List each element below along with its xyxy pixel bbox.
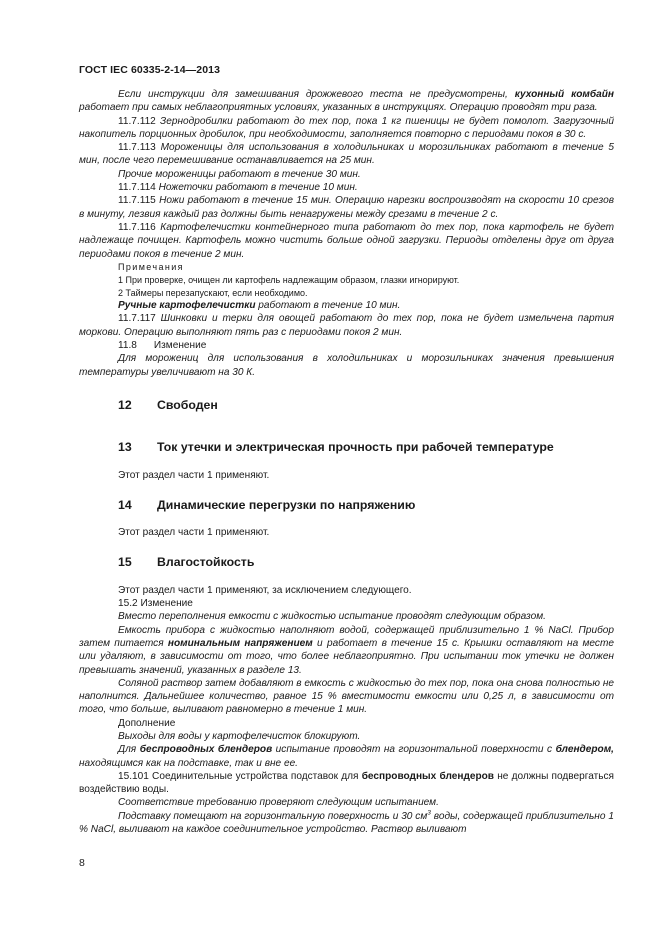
paragraph: Для беспроводных блендеров испытание проводят на горизонтальной поверхности с блендером, находящимся как на подставке, так и вне ее. bbox=[79, 744, 614, 769]
note-2: 2 Таймеры перезапускают, если необходимо. bbox=[118, 287, 308, 298]
clause-15-101: 15.101 Соединительные устройства подставок для беспроводных блендеров не должны подвергаться воздействию воды. bbox=[79, 770, 614, 796]
paragraph: Соляной раствор затем добавляют в емкость с жидкостью до тех пор, пока она снова полностью не наполнится. Дальнейшее количество, равное 15 % вместимости емкости или 0,25 л, в зависимости от того, что больше, выливают равномерно в течение 1 мин. bbox=[79, 677, 614, 716]
page-number: 8 bbox=[79, 857, 85, 869]
section-heading-13: 13 Ток утечки и электрическая прочность при рабочей температуре bbox=[118, 440, 554, 455]
clause-15-2: 15.2 Изменение bbox=[118, 598, 193, 610]
clause-11-7-115: 11.7.115 Ножи работают в течение 15 мин. Операцию нарезки воспроизводят на скорости 10 срезов в минуту, лезвия каждый раз должны быть ненагружены между срезами в течение 2 с. bbox=[79, 195, 614, 220]
addition-label: Дополнение bbox=[118, 717, 176, 729]
paragraph: Соответствие требованию проверяют следующим испытанием. bbox=[118, 797, 439, 809]
document-body bbox=[79, 88, 614, 836]
section-heading-12: 12 Свободен bbox=[118, 397, 218, 412]
paragraph: Если инструкции для замешивания дрожжевого теста не предусмотрены, кухонный комбайн работает при самых неблагоприятных условиях, указанных в инструкциях. Операцию проводят три раза. bbox=[79, 89, 614, 114]
paragraph: Ручные картофелечистки работают в течение 10 мин. bbox=[118, 300, 401, 312]
document-header: ГОСТ IEC 60335-2-14—2013 bbox=[79, 64, 221, 76]
section-heading-15: 15 Влагостойкость bbox=[118, 555, 255, 570]
paragraph: Прочие мороженицы работают в течение 30 мин. bbox=[118, 168, 361, 180]
paragraph: Вместо переполнения емкости с жидкостью испытание проводят следующим образом. bbox=[118, 611, 546, 623]
section-14-text: Этот раздел части 1 применяют. bbox=[118, 527, 270, 539]
paragraph: Подставку помещают на горизонтальную поверхность и 30 $см^3$ воды, содержащей приблизительно 1 % NaCl, выливают на каждое соединительное устройство. Раствор выливают bbox=[79, 809, 614, 836]
clause-11-8: 11.8 Изменение bbox=[118, 340, 207, 352]
clause-11-7-116: 11.7.116 Картофелечистки контейнерного типа работают до тех пор, пока картофель не будет надлежаще почищен. Картофель можно чистить больше одной загрузки. Периоды отделены друг от друга периодами покоя в течение 2 мин. bbox=[79, 221, 614, 260]
clause-11-7-114: 11.7.114 Ножеточки работают в течение 10 мин. bbox=[118, 182, 358, 194]
paragraph: Для морожениц для использования в холодильниках и морозильниках значения превышения температуры увеличивают на 30 К. bbox=[79, 353, 614, 378]
note-1: 1 При проверке, очищен ли картофель надлежащим образом, глазки игнорируют. bbox=[118, 275, 460, 286]
section-15-text: Этот раздел части 1 применяют, за исключением следующего. bbox=[118, 584, 412, 596]
section-heading-14: 14 Динамические перегрузки по напряжению bbox=[118, 497, 416, 512]
paragraph: Выходы для воды у картофелечисток блокируют. bbox=[118, 730, 361, 742]
clause-11-7-117: 11.7.117 Шинковки и терки для овощей работают до тех пор, пока не будет измельчена партия моркови. Операцию выполняют пять раз с периодами покоя 2 мин. bbox=[79, 313, 614, 338]
paragraph: Емкость прибора с жидкостью наполняют водой, содержащей приблизительно 1 % NaCl. Прибор затем питается номинальным напряжением и работает в течение 15 с. Крышки оставляют на месте или удаляют, в зависимости от того, что более неблагоприятно. При испытании ток утечки не должен превышать значений, указанных в разделе 13. bbox=[79, 624, 614, 676]
clause-11-7-113: 11.7.113 Мороженицы для использования в холодильниках и морозильниках работают в течение 5 мин, после чего перемешивание останавливается на 25 мин. bbox=[79, 142, 614, 167]
notes-heading: Примечания bbox=[118, 261, 184, 272]
clause-11-7-112: 11.7.112 Зернодробилки работают до тех пор, пока 1 кг пшеницы не будет помолот. Загрузочный накопитель порционных дробилок, при необходимости, заполняется повторно с периодами покоя в 30 с. bbox=[79, 115, 614, 140]
section-13-text: Этот раздел части 1 применяют. bbox=[118, 469, 270, 481]
